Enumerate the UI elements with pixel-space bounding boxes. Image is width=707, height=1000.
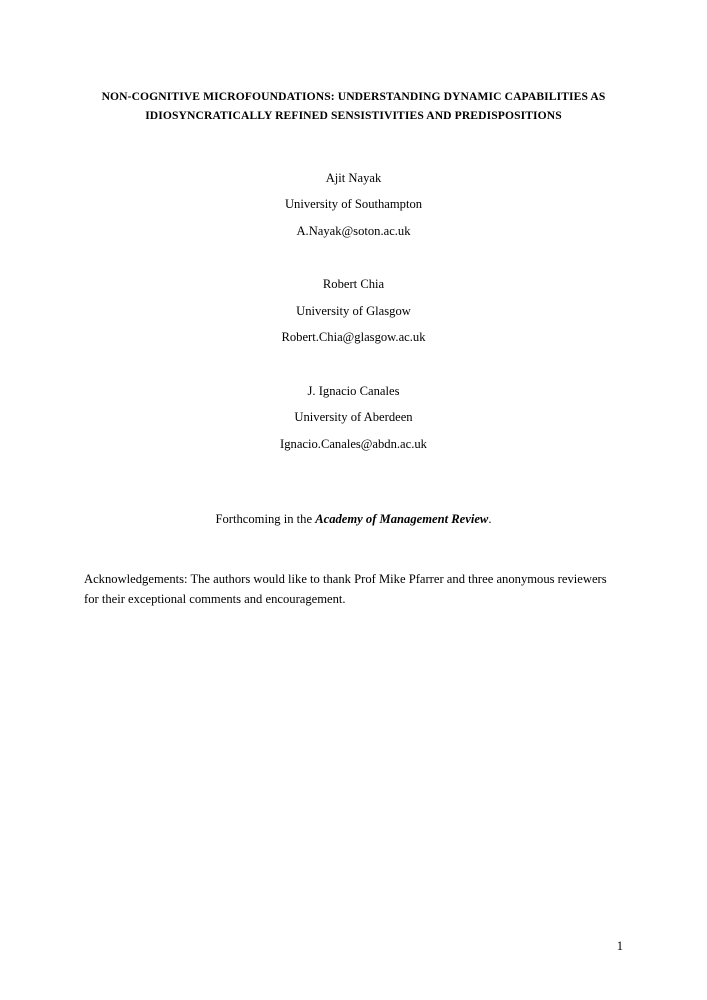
forthcoming-note <box>84 512 623 527</box>
author-block-1 <box>84 165 623 245</box>
spacer <box>84 244 623 271</box>
forthcoming-prefix: Forthcoming in the <box>215 512 316 527</box>
author-affiliation: University of Southampton <box>284 197 423 212</box>
author-email: Ignacio.Canales@abdn.ac.uk <box>280 436 427 451</box>
author-affiliation: University of Glasgow <box>296 303 411 318</box>
author-name: Robert Chia <box>322 277 385 292</box>
author-name: J. Ignacio Canales <box>307 383 400 398</box>
page-title: NON-COGNITIVE MICROFOUNDATIONS: UNDERSTANDING DYNAMIC CAPABILITIES AS IDIOSYNCRATICALLY REFINED SENSISTIVITIES AND PREDISPOSITIONS <box>101 90 606 122</box>
author-name: Ajit Nayak <box>325 170 382 185</box>
author-email: Robert.Chia@glasgow.ac.uk <box>281 330 426 345</box>
author-block-3 <box>84 378 623 458</box>
author-email: A.Nayak@soton.ac.uk <box>296 223 411 238</box>
spacer <box>84 351 623 378</box>
acknowledgements: Acknowledgements: The authors would like to thank Prof Mike Pfarrer and three anonymous reviewers for their exceptional comments and encouragement. <box>84 572 607 606</box>
page-content <box>84 0 623 1000</box>
journal-name: Academy of Management Review <box>315 512 489 527</box>
forthcoming-suffix: . <box>488 512 492 527</box>
author-block-2 <box>84 271 623 351</box>
page-number: 1 <box>616 939 623 953</box>
author-affiliation: University of Aberdeen <box>294 410 413 425</box>
